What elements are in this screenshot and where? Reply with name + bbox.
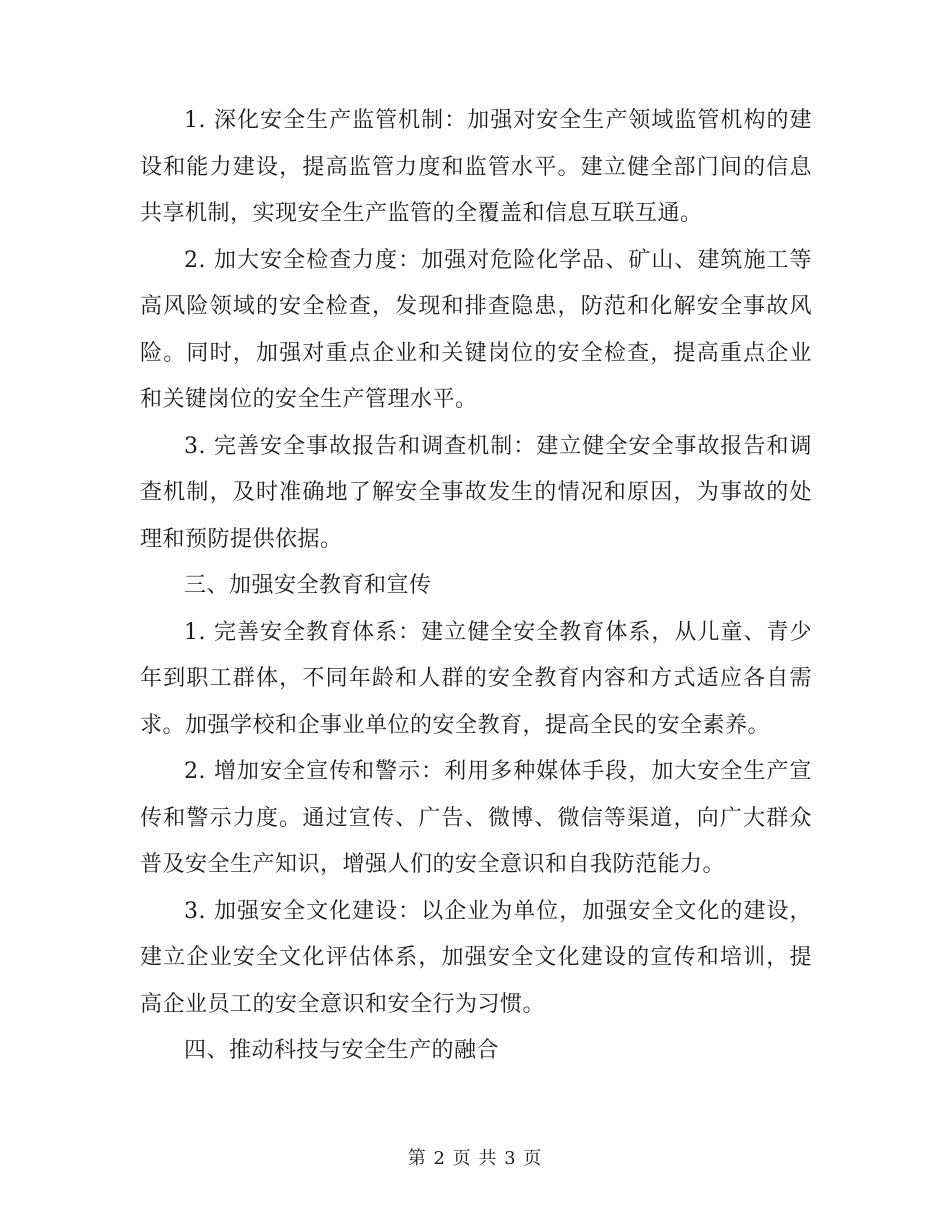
section-heading-safety-education: 三、加强安全教育和宣传 (184, 573, 432, 598)
document-body (140, 98, 812, 1075)
page-footer: 第 2 页 共 3 页 (407, 1148, 543, 1169)
paragraph-accident-reporting: 3. 完善安全事故报告和调查机制：建立健全安全事故报告和调查机制，及时准确地了解安全事故发生的情况和原因，为事故的处理和预防提供依据。 (140, 433, 812, 552)
section-heading-technology-integration: 四、推动科技与安全生产的融合 (184, 1038, 500, 1063)
paragraph-safety-culture: 3. 加强安全文化建设：以企业为单位，加强安全文化的建设，建立企业安全文化评估体系，加强安全文化建设的宣传和培训，提高企业员工的安全意识和安全行为习惯。 (140, 898, 812, 1017)
paragraph-safety-publicity: 2. 增加安全宣传和警示：利用多种媒体手段，加大安全生产宣传和警示力度。通过宣传、广告、微博、微信等渠道，向广大群众普及安全生产知识，增强人们的安全意识和自我防范能力。 (140, 759, 812, 877)
paragraph-education-system: 1. 完善安全教育体系：建立健全安全教育体系，从儿童、青少年到职工群体，不同年龄和人群的安全教育内容和方式适应各自需求。加强学校和企事业单位的安全教育，提高全民的安全素养。 (140, 619, 812, 738)
paragraph-supervision-mechanism: 1. 深化安全生产监管机制：加强对安全生产领域监管机构的建设和能力建设，提高监管力度和监管水平。建立健全部门间的信息共享机制，实现安全生产监管的全覆盖和信息互联互通。 (140, 108, 812, 226)
paragraph-safety-inspection: 2. 加大安全检查力度：加强对危险化学品、矿山、建筑施工等高风险领域的安全检查，发现和排查隐患，防范和化解安全事故风险。同时，加强对重点企业和关键岗位的安全检查，提高重点企业和关键岗位的安全生产管理水平。 (140, 247, 812, 412)
